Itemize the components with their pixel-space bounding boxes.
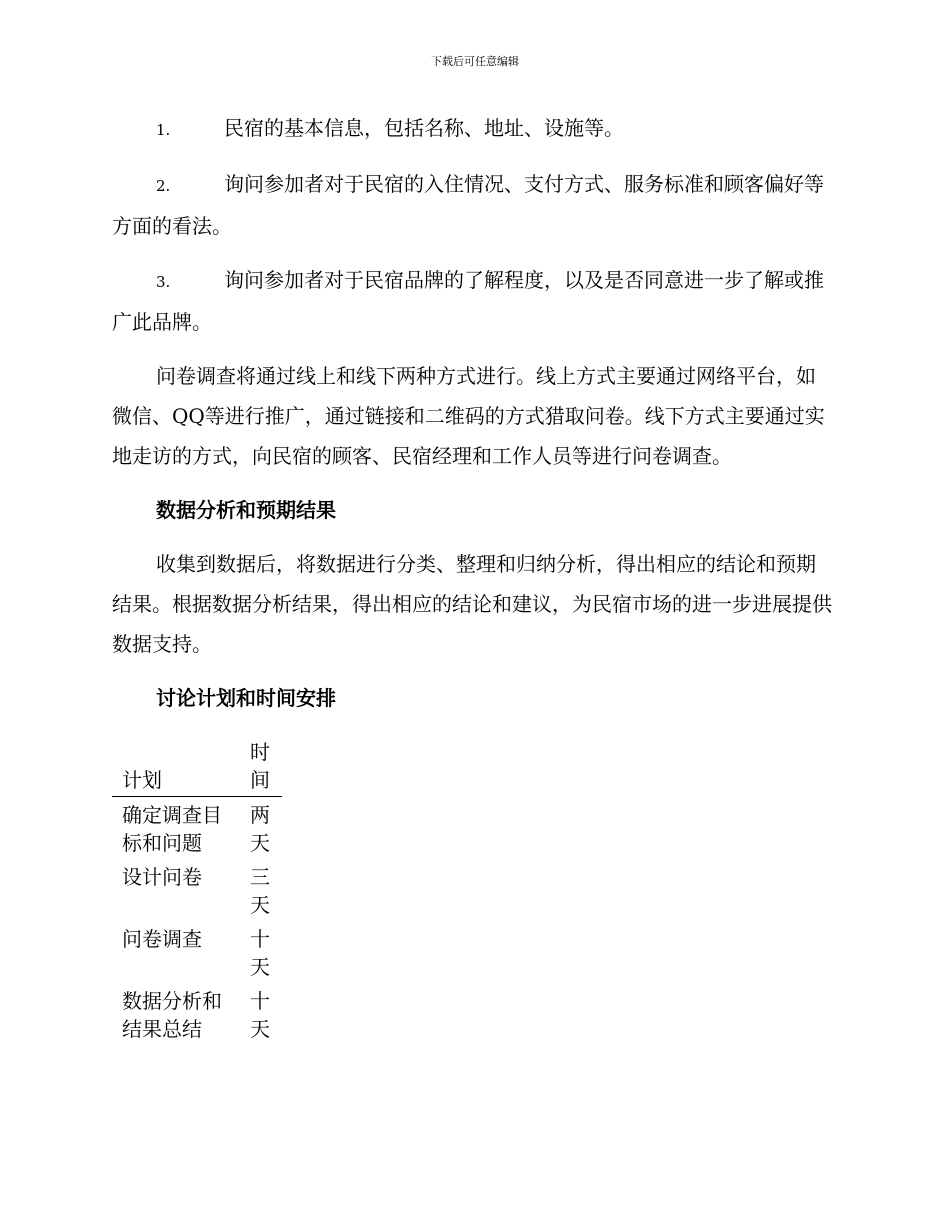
- table-row: [112, 921, 282, 983]
- list-item: [112, 260, 832, 342]
- list-text: 询问参加者对于民宿的入住情况、支付方式、服务标准和顾客偏好等方面的看法。: [112, 172, 824, 238]
- table-cell-plan: 确定调查目标和问题: [122, 803, 222, 855]
- table-cell-time: 十天: [250, 927, 270, 979]
- list-number: 2.: [156, 177, 171, 195]
- document-body: [112, 108, 832, 1045]
- list-text: 询问参加者对于民宿品牌的了解程度，以及是否同意进一步了解或推广此品牌。: [112, 268, 824, 334]
- table-cell-time: 十天: [250, 989, 270, 1041]
- page-header: 下载后可任意编辑: [431, 55, 519, 68]
- table-cell-time: 两天: [250, 803, 270, 855]
- table-cell-time: 三天: [250, 865, 270, 917]
- table-cell-plan: 问卷调查: [122, 927, 202, 951]
- list-text: 民宿的基本信息，包括名称、地址、设施等。: [224, 116, 624, 140]
- column-header-plan: 计划: [112, 738, 240, 797]
- table-cell-plan: 数据分析和结果总结: [122, 989, 222, 1041]
- list-number: 1.: [156, 121, 171, 139]
- section-heading-schedule: 讨论计划和时间安排: [156, 686, 336, 710]
- list-item: [112, 108, 832, 150]
- list-number: 3.: [156, 273, 171, 291]
- table-row: [112, 797, 282, 860]
- list-item: [112, 164, 832, 246]
- column-header-time: 时间: [240, 738, 282, 797]
- table-row: [112, 983, 282, 1045]
- survey-paragraph: 问卷调查将通过线上和线下两种方式进行。线上方式主要通过网络平台，如微信、QQ等进行推广，通过链接和二维码的方式猎取问卷。线下方式主要通过实地走访的方式，向民宿的顾客、民宿经理和工作人员等进行问卷调查。: [112, 364, 825, 468]
- table-row: [112, 859, 282, 921]
- analysis-paragraph: 收集到数据后，将数据进行分类、整理和归纳分析，得出相应的结论和预期结果。根据数据分析结果，得出相应的结论和建议，为民宿市场的进一步进展提供数据支持。: [112, 552, 832, 656]
- table-cell-plan: 设计问卷: [122, 865, 202, 889]
- section-heading-analysis: 数据分析和预期结果: [156, 498, 336, 522]
- schedule-table: [112, 738, 282, 1045]
- table-header-row: [112, 738, 282, 797]
